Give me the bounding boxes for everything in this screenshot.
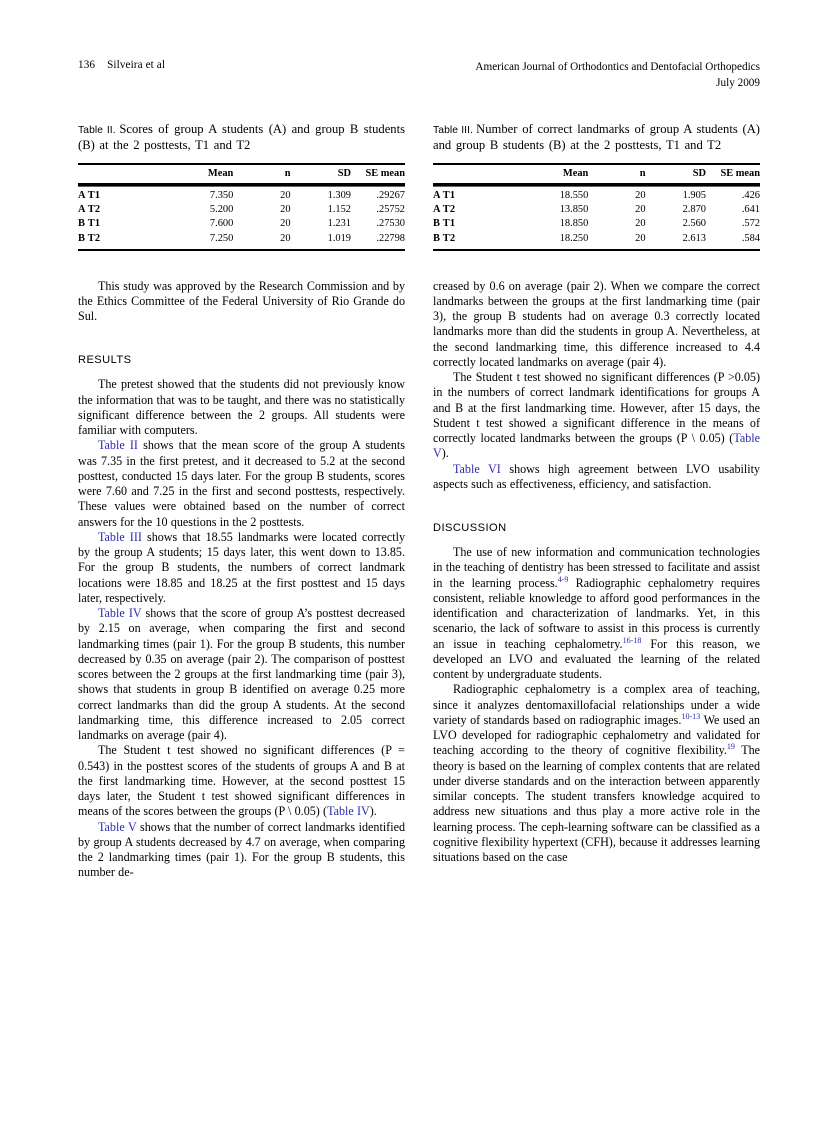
table-3-r3-label: B T2 xyxy=(433,232,456,244)
table-2-col-sd: SD xyxy=(337,167,352,179)
table-3-r0-n: 20 xyxy=(635,189,646,201)
citation-ref-16-18[interactable]: 16-18 xyxy=(622,635,642,645)
table-2-block xyxy=(78,122,405,251)
link-table-4[interactable]: Table IV xyxy=(98,606,142,621)
table-3-col-n: n xyxy=(639,167,646,179)
table-3-col-mean: Mean xyxy=(562,167,589,179)
link-table-5[interactable]: Table V xyxy=(98,819,137,834)
table-2-r1-sd: 1.152 xyxy=(327,204,352,216)
para-table3-reference xyxy=(78,530,405,606)
table-3-r1-mean: 13.850 xyxy=(559,204,589,216)
para-ttest-scores xyxy=(78,743,405,819)
table-3-r3-sd: 2.613 xyxy=(682,232,707,244)
table-row xyxy=(433,217,760,231)
table-3-r0-label: A T1 xyxy=(433,189,456,201)
para-table6-reference xyxy=(433,462,760,493)
left-column xyxy=(78,122,405,881)
para-pretest: The pretest showed that the students did not previously know the information that was to be taught, and there was no statistically significant difference between the 2 groups. All students were familiar with computers. xyxy=(78,377,405,438)
right-column xyxy=(433,122,760,865)
table-2-r0-n: 20 xyxy=(280,189,291,201)
table-3-r1-label: A T2 xyxy=(433,204,456,216)
page-number: 136 xyxy=(78,59,96,71)
heading-discussion: DISCUSSION xyxy=(433,522,507,535)
link-table-5-inline[interactable]: Table V xyxy=(433,431,760,461)
table-2-r1-label: A T2 xyxy=(78,204,101,216)
table-2-r0-sd: 1.309 xyxy=(327,189,352,201)
table-2-r3-n: 20 xyxy=(280,232,291,244)
table-2-r3-se: .22798 xyxy=(376,232,405,244)
para-table6-body: shows high agreement between LVO usability aspects such as effectiveness, efficiency, and satisfaction. xyxy=(433,461,760,491)
table-3-r2-n: 20 xyxy=(635,218,646,230)
link-table-6[interactable]: Table VI xyxy=(453,461,501,476)
table-2-r0-label: A T1 xyxy=(78,189,101,201)
table-3 xyxy=(433,163,760,251)
table-row xyxy=(433,231,760,250)
table-3-r3-mean: 18.250 xyxy=(559,232,589,244)
para-ttest-before: The Student t test showed no significant differences (P = 0.543) in the posttest scores of the students of groups A and B at the first landmarking time. However, at the second posttest 15 days later, the Student t test showed significant differences in means of the scores between the groups (P \ 0.05) ( xyxy=(78,743,405,819)
table-3-r2-sd: 2.560 xyxy=(682,218,707,230)
table-2-r3-mean: 7.250 xyxy=(209,232,234,244)
table-3-r1-n: 20 xyxy=(635,204,646,216)
table-2-head xyxy=(78,164,405,184)
para-ttest2-before: The Student t test showed no significant differences (P >0.05) in the numbers of correct landmark identifications for groups A and B at the first landmarking time. However, after 15 days, the Student t test showed a significant difference in the means of correctly located landmarks between the groups (P \ 0.05) ( xyxy=(433,370,760,446)
para-table5-body: shows that the number of correct landmarks identified by group A students decreased by 4.7 on average, when comparing the 2 landmarking times (pair 1). For the group B students, this number de- xyxy=(78,819,405,880)
para-table3-body: shows that 18.55 landmarks were located correctly by the group A students; 15 days later, this went down to 13.85. For the group B students, the numbers of correct landmark locations were 18.85 and 18.25 at the first posttest and 15 days later, respectively. xyxy=(78,529,405,605)
spacer xyxy=(433,492,760,522)
para-disc1-part2: Radiographic cephalometry requires consistent, reliable knowledge to afford good performances in the identification and characterization of landmarks. Yet, in this scenario, the lack of software to assist in this process is currently an issue in teaching cephalometry. xyxy=(433,575,760,651)
para-disc1-part3: For this reason, we developed an LVO and evaluated the learning of the related content by undergraduate students. xyxy=(433,636,761,682)
table-3-title: Number of correct landmarks of group A students (A) and group B students (B) at the 2 posttests, T1 and T2 xyxy=(433,122,760,152)
table-2-r2-n: 20 xyxy=(280,218,291,230)
running-head xyxy=(78,59,760,91)
link-table-3[interactable]: Table III xyxy=(98,529,142,544)
table-row xyxy=(78,184,405,203)
table-row xyxy=(433,203,760,217)
table-2-r2-sd: 1.231 xyxy=(327,218,352,230)
running-head-left xyxy=(78,59,165,71)
para-ttest-after: ). xyxy=(369,804,377,819)
table-2-r1-se: .25752 xyxy=(376,204,405,216)
table-3-r2-mean: 18.850 xyxy=(559,218,589,230)
spacer xyxy=(433,534,760,545)
para-ttest2-after: ). xyxy=(441,446,449,461)
para-table2-reference xyxy=(78,438,405,530)
table-2-col-n: n xyxy=(284,167,291,179)
table-3-header-row xyxy=(433,164,760,184)
table-2-label: Table II. xyxy=(78,125,116,136)
table-2-r2-label: B T1 xyxy=(78,218,101,230)
para-disc2-part2: We used an LVO developed for radiographic cephalometry and validated for teaching according to the theory of cognitive flexibility. xyxy=(433,712,760,758)
para-ethics-approval: This study was approved by the Research Commission and by the Ethics Committee of the Federal University of Rio Grande do Sul. xyxy=(78,278,405,324)
citation-ref-4-9[interactable]: 4-9 xyxy=(557,574,569,584)
citation-ref-19[interactable]: 19 xyxy=(726,742,735,752)
table-row xyxy=(433,184,760,203)
table-3-r0-sd: 1.905 xyxy=(682,189,707,201)
para-table2-body: shows that the mean score of the group A students was 7.35 in the first pretest, and it decreased to 5.2 at the second posttest, conducted 15 days later. For the group B students, scores were 7.60 and 7.25 in the first and second posttests, respectively. These values were obtained based on the number of correct answers for the 10 questions in the 2 posttests. xyxy=(78,438,405,529)
running-head-authors: Silveira et al xyxy=(107,59,166,71)
table-2-r2-mean: 7.600 xyxy=(209,218,234,230)
table-2-header-row xyxy=(78,164,405,184)
running-head-right xyxy=(475,59,760,91)
link-table-4-inline[interactable]: Table IV xyxy=(327,804,370,819)
table-3-r3-n: 20 xyxy=(635,232,646,244)
table-3-caption xyxy=(433,122,760,154)
table-2-col-mean: Mean xyxy=(207,167,234,179)
table-2-r1-n: 20 xyxy=(280,204,291,216)
para-disc1-part1: The use of new information and communication technologies in the teaching of dentistry has been stressed to facilitate and assist in the learning process. xyxy=(433,545,760,590)
table-2-r0-mean: 7.350 xyxy=(209,189,234,201)
para-table4-reference xyxy=(78,606,405,743)
table-2-r2-se: .27530 xyxy=(376,218,405,230)
table-3-block xyxy=(433,122,760,251)
table-3-r1-sd: 2.870 xyxy=(682,204,707,216)
para-table5-reference xyxy=(78,820,405,881)
spacer xyxy=(78,324,405,354)
table-2-body xyxy=(78,184,405,250)
table-2-r3-label: B T2 xyxy=(78,232,101,244)
table-3-r3-se: .584 xyxy=(741,232,760,244)
heading-results: RESULTS xyxy=(78,354,132,367)
link-table-2[interactable]: Table II xyxy=(98,438,138,453)
para-disc2-part3: The theory is based on the learning of complex contents that are related under diverse standards and on the interaction between apparently similar concepts. The student transfers knowledge acquired to address new situations and thus play a more active role in the learning process. The ceph-learning software can be classified as a cognitive flexibility hypertext (CFH), because it addresses learning situations based on the case xyxy=(433,743,761,865)
table-2-r1-mean: 5.200 xyxy=(209,204,234,216)
table-3-r0-mean: 18.550 xyxy=(559,189,589,201)
left-column-text xyxy=(78,279,405,881)
table-3-col-0 xyxy=(433,164,513,184)
table-2-r0-se: .29267 xyxy=(376,189,405,201)
table-3-label: Table III. xyxy=(433,125,474,136)
para-disc2-part1: Radiographic cephalometry is a complex area of teaching, since it analyzes dentomaxillofacial relationships under a wide variety of standards based on radiographic images. xyxy=(433,682,760,727)
table-3-head xyxy=(433,164,760,184)
table-2-r3-sd: 1.019 xyxy=(327,232,352,244)
spacer xyxy=(78,366,405,377)
table-3-r2-label: B T1 xyxy=(433,218,456,230)
table-row xyxy=(78,217,405,231)
journal-title: American Journal of Orthodontics and Dentofacial Orthopedics xyxy=(475,61,760,73)
table-2-col-se: SE mean xyxy=(365,167,405,179)
table-2-caption xyxy=(78,122,405,154)
right-column-text xyxy=(433,279,760,866)
para-ttest-landmarks xyxy=(433,370,760,462)
table-3-r2-se: .572 xyxy=(741,218,760,230)
table-3-col-sd: SD xyxy=(692,167,707,179)
table-3-body xyxy=(433,184,760,250)
para-discussion-1 xyxy=(433,545,760,682)
table-3-r0-se: .426 xyxy=(741,189,760,201)
table-2-col-0 xyxy=(78,164,158,184)
table-3-r1-se: .641 xyxy=(741,204,760,216)
table-row xyxy=(78,203,405,217)
table-3-col-se: SE mean xyxy=(720,167,760,179)
issue-date: July 2009 xyxy=(716,77,760,90)
para-table4-body: shows that the score of group A’s posttest decreased by 2.15 on average, when comparing the first and second landmarking times (pair 1). For the group B students, this number decreased by 0.35 on average (pair 2). The comparison of posttest scores between the 2 groups at the first landmarking time (pair 3), shows that students in group B identified on average 0.25 more correct landmarks than did the group A students. At the second landmarking time, this difference increased to 2.05 correct landmarks on average (pair 4). xyxy=(78,606,405,743)
table-row xyxy=(78,231,405,250)
para-discussion-2 xyxy=(433,682,760,865)
para-continued-landmarks: creased by 0.6 on average (pair 2). When we compare the correct landmarks between the groups at the first landmarking time (pair 3), the group B students had on average 0.3 correctly located landmarks more than did the students in group A. Nevertheless, at the second landmarking time, this difference increased to 4.4 correctly located landmarks on average (pair 4). xyxy=(433,278,760,369)
citation-ref-10-13[interactable]: 10-13 xyxy=(681,711,701,721)
table-2 xyxy=(78,163,405,251)
table-2-title: Scores of group A students (A) and group B students (B) at the 2 posttests, T1 and T2 xyxy=(78,122,405,152)
